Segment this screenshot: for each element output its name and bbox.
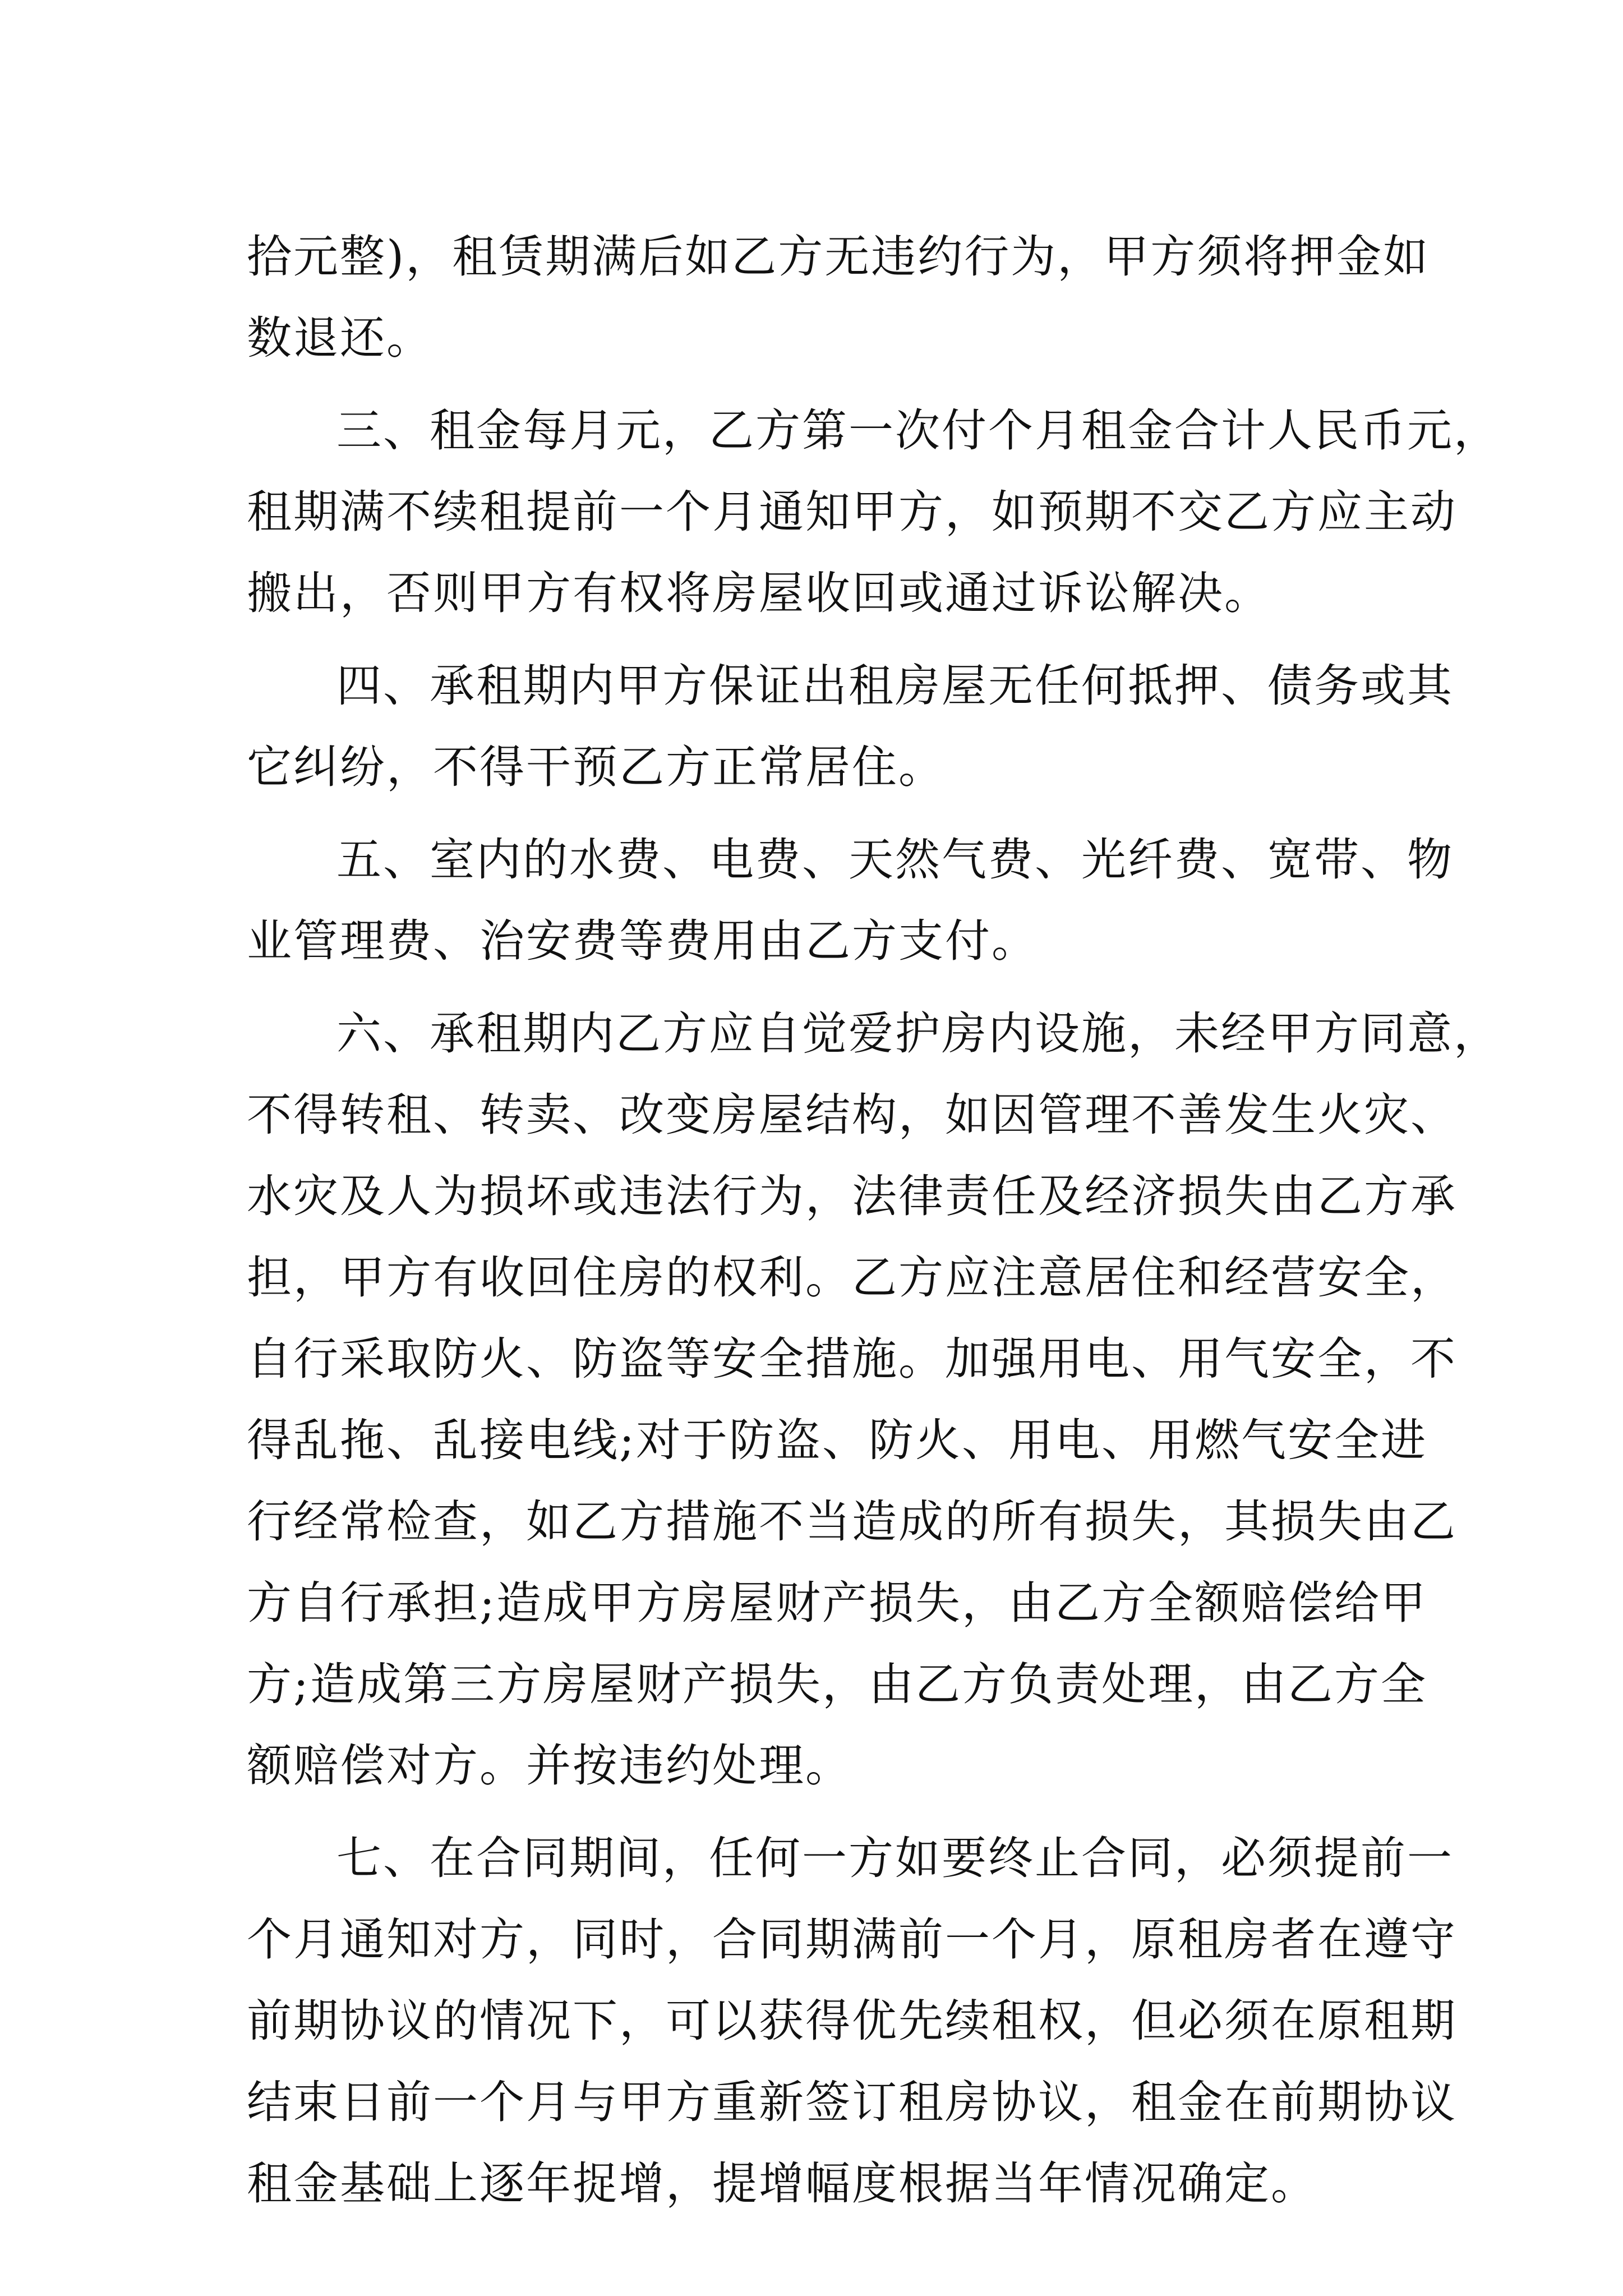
text-line: 业管理费、治安费等费用由乙方支付。 bbox=[247, 915, 1038, 967]
text-line: 四、承租期内甲方保证出租房屋无任何抵押、债务或其 bbox=[336, 660, 1454, 712]
text-line: 自行采取防火、防盗等安全措施。加强用电、用气安全，不 bbox=[247, 1333, 1457, 1385]
paragraph-clause-3-rent bbox=[247, 390, 1500, 634]
document-body bbox=[247, 216, 1500, 2224]
text-line: 租金基础上逐年捉增，提增幅度根据当年情况确定。 bbox=[247, 2157, 1317, 2210]
text-line: 它纠纷，不得干预乙方正常居住。 bbox=[247, 741, 945, 793]
paragraph-clause-7-termination bbox=[247, 1818, 1457, 2224]
text-line: 水灾及人为损坏或违法行为，法律责任及经济损失由乙方承 bbox=[247, 1170, 1457, 1222]
text-line: 数退还。 bbox=[247, 312, 433, 364]
text-line: 行经常检查，如乙方措施不当造成的所有损失，其损失由乙 bbox=[247, 1496, 1457, 1548]
text-line: 方自行承担;造成甲方房屋财产损失，由乙方全额赔偿给甲 bbox=[247, 1577, 1427, 1629]
text-line: 个月通知对方，同时，合同期满前一个月，原租房者在遵守 bbox=[247, 1913, 1457, 1966]
paragraph-clause-5-utilities bbox=[247, 819, 1454, 982]
paragraph-deposit-refund bbox=[247, 216, 1430, 379]
paragraph-clause-6-obligations bbox=[247, 993, 1500, 1806]
text-line: 七、在合同期间，任何一方如要终止合同，必须提前一 bbox=[336, 1832, 1454, 1884]
text-line: 结束日前一个月与甲方重新签订租房协议，租金在前期协议 bbox=[247, 2076, 1457, 2128]
text-line: 五、室内的水费、电费、天然气费、光纤费、宽带、物 bbox=[336, 834, 1454, 886]
text-line: 三、租金每月元，乙方第一次付个月租金合计人民币元， bbox=[336, 404, 1500, 457]
text-line: 不得转租、转卖、改变房屋结构，如因管理不善发生火灾、 bbox=[247, 1089, 1457, 1141]
text-line: 前期协议的情况下，可以获得优先续租权，但必须在原租期 bbox=[247, 1995, 1457, 2047]
paragraph-clause-4-guarantee bbox=[247, 645, 1454, 808]
text-line: 租期满不续租提前一个月通知甲方，如预期不交乙方应主动 bbox=[247, 486, 1457, 538]
text-line: 搬出，否则甲方有权将房屋收回或通过诉讼解决。 bbox=[247, 567, 1271, 619]
text-line: 额赔偿对方。并按违约处理。 bbox=[247, 1740, 852, 1792]
text-line: 拾元整)，租赁期满后如乙方无违约行为，甲方须将押金如 bbox=[247, 231, 1430, 283]
text-line: 担，甲方有收回住房的权利。乙方应注意居住和经营安全， bbox=[247, 1251, 1457, 1304]
text-line: 得乱拖、乱接电线;对于防盗、防火、用电、用燃气安全进 bbox=[247, 1414, 1427, 1466]
text-line: 六、承租期内乙方应自觉爱护房内设施，未经甲方同意， bbox=[336, 1007, 1500, 1060]
text-line: 方;造成第三方房屋财产损失，由乙方负责处理，由乙方全 bbox=[247, 1658, 1427, 1710]
